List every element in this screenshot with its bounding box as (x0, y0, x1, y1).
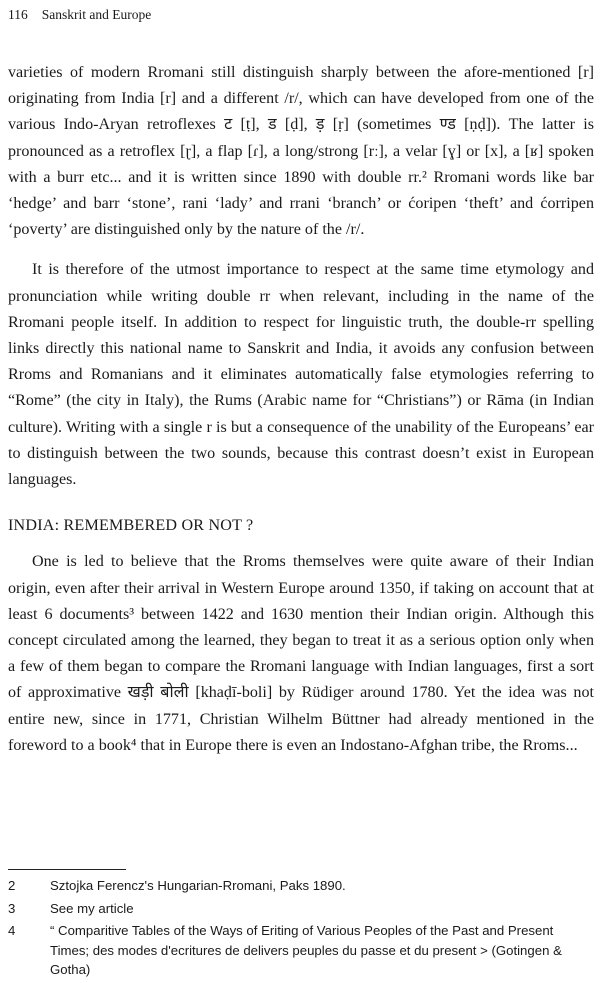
footnote (8, 876, 594, 896)
running-head (8, 7, 151, 23)
body-text (8, 60, 594, 773)
paragraph-continued: varieties of modern Rromani still distinguish sharply between the afore-mentioned [r] originating from India [r] and a different /r/, which can have developed from one of the various Indo-Aryan retroflexes ट [ṭ], ड [ḍ], ड़ [ṛ] (sometimes ण्ड [ṇḍ]). The latter is pronounced as a retroflex [ɽ], a flap [ɾ], a long/strong [rː], a velar [ɣ] or [x], a [ʁ] spoken with a burr etc... and it is written since 1890 with double rr.² Rromani words like bar ‘hedge’ and barr ‘stone’, rani ‘lady’ and rrani ‘branch’ or ćoripen ‘theft’ and ćorripen ‘poverty’ are distinguished only by the nature of the /r/. (8, 64, 594, 239)
footnote (8, 921, 594, 980)
footnote-rule (8, 869, 126, 870)
section-heading: INDIA: REMEMBERED OR NOT ? (8, 517, 254, 535)
page-number: 116 (8, 7, 28, 22)
paragraph: One is led to believe that the Rroms themselves were quite aware of their Indian origin, even after their arrival in Western Europe around 1350, if taking on account that at least 6 documents³ between 1422 and 1630 mention their Indian origin. Although this concept circulated among the learned, they began to treat it as a serious option only when a few of them began to compare the Rromani language with Indian languages, first a sort of approximative खड़ी बोली [khaḍī-boli] by Rüdiger around 1780. Yet the idea was not entire new, since in 1771, Christian Wilhelm Büttner had already mentioned in the foreword to a book⁴ that in Europe there is even an Indostano-Afghan tribe, the Rroms... (8, 553, 594, 754)
footnote-number: 2 (8, 878, 16, 893)
footnote-text: Sztojka Ferencz's Hungarian-Rromani, Paks 1890. (50, 878, 346, 893)
footnotes (8, 876, 594, 983)
footnote-number: 4 (8, 923, 16, 938)
footnote-number: 3 (8, 900, 16, 916)
paragraph: It is therefore of the utmost importance to respect at the same time etymology and pronunciation while writing double rr when relevant, including in the name of the Rromani people itself. In addition to respect for linguistic truth, the double-rr spelling links directly this national name to Sanskrit and India, it avoids any confusion between Rroms and Romanians and it eliminates automatically false etymologies referring to “Rome” (the city in Italy), the Rums (Arabic name for “Christians”) or Rāma (in Indian culture). Writing with a single r is but a consequence of the unability of the Europeans’ ear to distinguish between the two sounds, because this contrast doesn’t exist in European languages. (8, 261, 594, 489)
running-title: Sanskrit and Europe (41, 7, 152, 22)
footnote-text: “ Comparitive Tables of the Ways of Eriting of Various Peoples of the Past and Present Times; des modes d'ecritures de delivers peuples du passe et du present > (Gotingen & Gotha) (50, 923, 562, 977)
footnote-text: See my article (50, 900, 134, 916)
footnote (8, 899, 594, 919)
